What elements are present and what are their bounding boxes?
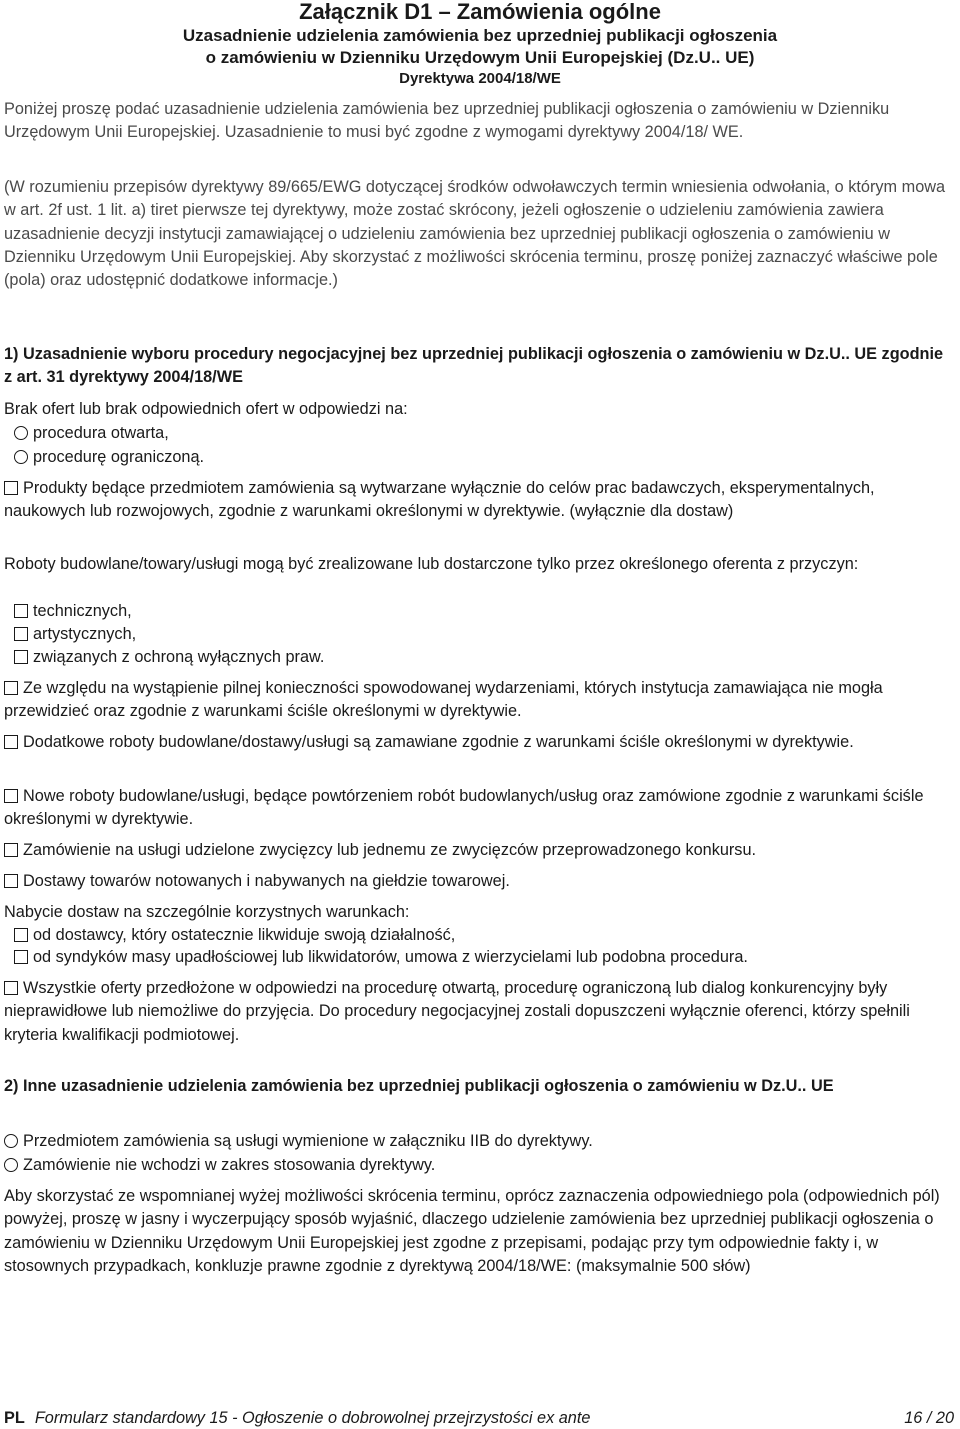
option-repetition-works[interactable] [4, 785, 954, 832]
option-open-procedure[interactable] [14, 422, 954, 445]
section-2-heading: 2) Inne uzasadnienie udzielenia zamówienia bez uprzedniej publikacji ogłoszenia o zamówieniu w Dz.U.. UE [4, 1077, 834, 1095]
option-research-purposes[interactable] [4, 477, 954, 524]
option-winding-up-supplier[interactable] [14, 924, 954, 947]
single-supplier-label: Roboty budowlane/towary/usługi mogą być zrealizowane lub dostarczone tylko przez określonego oferenta z przyczyn: [4, 555, 859, 573]
checkbox-icon[interactable] [4, 874, 18, 888]
option-label: procedura otwarta, [33, 424, 169, 442]
option-label: procedurę ograniczoną. [33, 448, 205, 466]
footer-page-number: 16 / 20 [904, 1409, 954, 1427]
option-label: od syndyków masy upadłościowej lub likwidatorów, umowa z wierzycielami lub podobna procedura. [33, 948, 748, 966]
explanation-paragraph: Aby skorzystać ze wspomnianej wyżej możliwości skrócenia terminu, oprócz zaznaczenia odpowiedniego pola (odpowiednich pól) powyżej, proszę w jasny i wyczerpujący sposób wyjaśnić, dlaczego udzielenie zamówienia bez uprzedniej publikacji ogłoszenia o zamówieniu w Dzienniku Urzędowym Unii Europejskiej jest zgodne z przepisami, podając przy tym odpowiednie fakty i, w stosownych przypadkach, konkluzje prawne zgodnie z dyrektywą 2004/18/WE: (maksymalnie 500 słów) [4, 1187, 940, 1275]
checkbox-icon[interactable] [4, 843, 18, 857]
option-label: związanych z ochroną wyłącznych praw. [33, 648, 325, 666]
option-label: technicznych, [33, 602, 132, 620]
checkbox-icon[interactable] [4, 481, 18, 495]
section-1-heading: 1) Uzasadnienie wyboru procedury negocjacyjnej bez uprzedniej publikacji ogłoszenia o zamówieniu w Dz.U.. UE zgodnie z art. 31 dyrektywy 2004/18/WE [4, 345, 944, 387]
option-annex-iib-services[interactable] [4, 1130, 954, 1153]
radio-button-icon[interactable] [4, 1134, 18, 1148]
option-exclusive-rights[interactable] [14, 646, 954, 669]
option-irregular-tenders[interactable] [4, 977, 954, 1047]
checkbox-icon[interactable] [14, 650, 28, 664]
option-additional-works[interactable] [4, 731, 954, 754]
checkbox-icon[interactable] [4, 735, 18, 749]
footer-form-name: Formularz standardowy 15 - Ogłoszenie o dobrowolnej przejrzystości ex ante [34, 1409, 591, 1427]
checkbox-icon[interactable] [14, 604, 28, 618]
option-artistic-reasons[interactable] [14, 623, 954, 646]
option-insolvency-receiver[interactable] [14, 946, 954, 969]
radio-button-icon[interactable] [4, 1158, 18, 1172]
checkbox-icon[interactable] [14, 627, 28, 641]
option-outside-directive[interactable] [4, 1154, 954, 1177]
page-subtitle-line-1: Uzasadnienie udzielenia zamówienia bez uprzedniej publikacji ogłoszenia [182, 26, 778, 45]
radio-button-icon[interactable] [14, 450, 28, 464]
option-label: Produkty będące przedmiotem zamówienia są wytwarzane wyłącznie do celów prac badawczych, eksperymentalnych, naukowych lub rozwojowych, zgodnie z warunkami określonymi w dyrektywie. (wyłącznie dla dostaw) [4, 479, 875, 521]
intro-paragraph: Poniżej proszę podać uzasadnienie udzielenia zamówienia bez uprzedniej publikacji ogłoszenia o zamówieniu w Dzienniku Urzędowym Unii Europejskiej. Uzasadnienie to musi być zgodne z wymogami dyrektywy 2004/18/ WE. [4, 100, 890, 142]
option-urgency[interactable] [4, 677, 954, 724]
footer-language: PL [4, 1409, 25, 1427]
option-label: Nowe roboty budowlane/usługi, będące powtórzeniem robót budowlanych/usług oraz zamówione zgodnie z warunkami ściśle określonymi w dyrektywie. [4, 787, 924, 829]
option-label: Przedmiotem zamówienia są usługi wymienione w załączniku IIB do dyrektywy. [23, 1132, 593, 1150]
option-design-contest[interactable] [4, 839, 954, 862]
radio-button-icon[interactable] [14, 426, 28, 440]
no-offers-label: Brak ofert lub brak odpowiednich ofert w odpowiedzi na: [4, 400, 408, 418]
page-footer [4, 1407, 954, 1429]
option-label: Ze względu na wystąpienie pilnej konieczności spowodowanej wydarzeniami, których instytucja zamawiająca nie mogła przewidzieć oraz zgodnie z warunkami ściśle określonymi w dyrektywie. [4, 679, 883, 721]
option-label: artystycznych, [33, 625, 137, 643]
option-label: od dostawcy, który ostatecznie likwiduje swoją działalność, [33, 926, 456, 944]
page-title: Załącznik D1 – Zamówienia ogólne [299, 0, 661, 24]
option-restricted-procedure[interactable] [14, 446, 954, 469]
option-label: Dodatkowe roboty budowlane/dostawy/usługi są zamawiane zgodnie z warunkami ściśle określonymi w dyrektywie. [23, 733, 854, 751]
favourable-terms-label: Nabycie dostaw na szczególnie korzystnych warunkach: [4, 903, 410, 921]
checkbox-icon[interactable] [4, 789, 18, 803]
option-label: Dostawy towarów notowanych i nabywanych na giełdzie towarowej. [23, 872, 510, 890]
intro-note-paragraph: (W rozumieniu przepisów dyrektywy 89/665/EWG dotyczącej środków odwoławczych termin wniesienia odwołania, o którym mowa w art. 2f ust. 1 lit. a) tiret pierwsze tej dyrektywy, może zostać skrócony, jeżeli ogłoszenie o udzieleniu zamówienia zawiera uzasadnienie decyzji instytucji zamawiającej o udzieleniu zamówienia bez uprzedniej publikacji ogłoszenia o zamówieniu w Dzienniku Urzędowym Unii Europejskiej. Aby skorzystać z możliwości skrócenia terminu, proszę poniżej zaznaczyć właściwe pole (pola) oraz udostępnić dodatkowe informacje.) [4, 178, 946, 290]
option-technical-reasons[interactable] [14, 600, 954, 623]
page-subtitle-line-2: o zamówieniu w Dzienniku Urzędowym Unii Europejskiej (Dz.U.. UE) [205, 48, 755, 67]
option-label: Zamówienie na usługi udzielone zwycięzcy lub jednemu ze zwycięzców przeprowadzonego konkursu. [23, 841, 757, 859]
option-commodity-market[interactable] [4, 870, 954, 893]
checkbox-icon[interactable] [14, 950, 28, 964]
checkbox-icon[interactable] [14, 928, 28, 942]
option-label: Zamówienie nie wchodzi w zakres stosowania dyrektywy. [23, 1156, 436, 1174]
checkbox-icon[interactable] [4, 981, 18, 995]
checkbox-icon[interactable] [4, 681, 18, 695]
directive-label: Dyrektywa 2004/18/WE [399, 70, 561, 87]
option-label: Wszystkie oferty przedłożone w odpowiedzi na procedurę otwartą, procedurę ograniczoną lub dialog konkurencyjny były nieprawidłowe lub niemożliwe do przyjęcia. Do procedury negocjacyjnej zostali dopuszczeni wyłącznie oferenci, którzy spełnili kryteria kwalifikacji podmiotowej. [4, 979, 910, 1044]
